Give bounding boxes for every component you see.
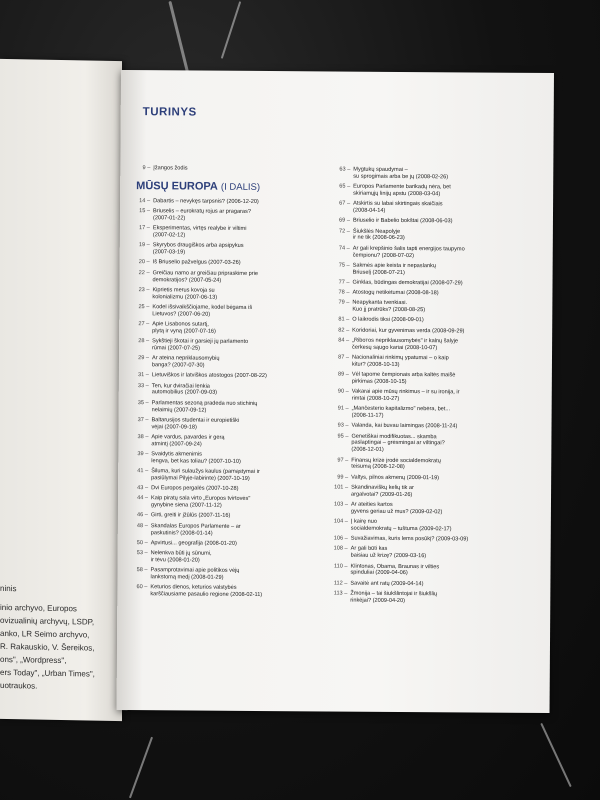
toc-page-number: 113 –: [333, 590, 348, 597]
toc-entry: [136, 242, 332, 257]
toc-entry: [335, 406, 540, 421]
toc-entry-title: Pasamprotavimai apie politikos vėjų lankstomą medį (2008-01-29): [150, 567, 240, 581]
toc-entry: [336, 218, 541, 226]
toc-page-number: 110 –: [333, 562, 348, 570]
left-page-text: ovizualinių archyvų, LSDP,: [0, 615, 95, 627]
toc-entry: [335, 389, 540, 404]
toc-entry-title: Nacionaliniai rinkimų ypatumai – o kaip kitur? (2008-10-13): [351, 354, 449, 368]
toc-page-number: 25 –: [138, 303, 150, 311]
toc-column-left: [133, 165, 332, 603]
toc-entry: [336, 201, 541, 216]
toc-page-number: 27 –: [138, 321, 150, 328]
toc-entry: [336, 184, 541, 199]
toc-entry-title: Neapykanta tvenkiasi. Kuo jį pratrūks? (2008-08-25): [352, 299, 426, 314]
toc-page-number: 99 –: [337, 474, 349, 481]
toc-entry-title: Ar ateities kartos gyvens geriau už mus? (2009-02-02): [350, 501, 443, 516]
toc-entry: [335, 279, 540, 287]
toc-page-number: 44 –: [137, 495, 149, 502]
toc-entry: [335, 354, 540, 369]
left-page-text: ninis: [0, 583, 17, 594]
toc-page-number: 15 –: [139, 208, 151, 215]
toc-entry: [334, 501, 539, 516]
toc-page-number: 101 –: [334, 484, 349, 491]
toc-entry-title: Šiluma, kuri sulaužys kaulus (pamąstymai ir pasiūlymai Pilyje-labirinte) (2007-10-19): [151, 468, 260, 482]
toc-page-number: 48 –: [136, 522, 148, 529]
left-page-text: inio archyvo, Europos: [0, 602, 77, 614]
toc-page-number: 77 –: [338, 279, 350, 286]
toc-entry: [134, 550, 330, 565]
toc-page-number: 41 –: [137, 468, 149, 475]
toc-page-number: 53 –: [136, 550, 148, 557]
toc-entry-title: Vėl tapome čempionais arba kaltės maišė pirkimas (2008-10-15): [351, 371, 456, 385]
left-page-text: R. Rakauskio, V. Šereikos,: [0, 641, 95, 653]
toc-page-number: 31 –: [137, 372, 149, 379]
toc-entry: [135, 383, 331, 398]
toc-entry-title: Atostogų netikėtumai (2008-08-18): [352, 289, 439, 297]
toc-page-number: 78 –: [338, 289, 350, 296]
toc-entry-title: Savaitė ant ratų (2009-04-14): [350, 580, 424, 587]
toc-page-number: 103 –: [333, 501, 348, 508]
toc-entry-title: Kodel išsivaikščiojame, kodel bėgama iš Lietuvos? (2007-06-20): [152, 304, 253, 318]
toc-entry: [135, 321, 331, 336]
toc-page-number: 91 –: [337, 405, 349, 412]
toc-entry: [334, 423, 539, 431]
toc-entry: [336, 228, 541, 243]
toc-entry-title: Ar ateina nepriklausomybių banga? (2007-07-30): [151, 355, 220, 369]
toc-entry: [134, 468, 330, 483]
toc-entry: [136, 198, 332, 206]
toc-page-number: 58 –: [136, 567, 148, 574]
toc-page-number: 50 –: [136, 539, 148, 546]
toc-page-number: 29 –: [138, 355, 150, 362]
toc-entry-title: Šiukšlės Neapolyje ir ne tik (2008-06-23): [352, 228, 405, 242]
toc-page-number: 89 –: [337, 371, 349, 378]
toc-page-number: 43 –: [137, 485, 149, 492]
toc-entry: [136, 225, 332, 240]
toc-entry: [134, 513, 330, 521]
toc-entry: [133, 584, 329, 599]
toc-entry: [335, 290, 540, 298]
toc-entry: [336, 245, 541, 260]
toc-entry-title: Skandinaviškų kelių tik ar argalvotai? (2009-01-26): [351, 484, 414, 498]
toc-entry: [135, 355, 331, 370]
toc-page-number: 95 –: [337, 433, 349, 440]
toc-page-number: 46 –: [136, 512, 148, 519]
toc-entry-title: Žmonija – tai šiukšlintojai ir šiukšlių rinkėjai? (2009-04-20): [350, 590, 438, 604]
toc-page-number: 84 –: [338, 337, 350, 344]
toc-entry-title: Baltarusijos studentai ir europietiški vėjai (2007-09-18): [151, 416, 240, 431]
toc-entry-title: Ar gali būti kas baisiau už krizę? (2009-03-16): [350, 546, 427, 560]
toc-entry-title: Ten, kur dviračiai lenkia automobilius (2007-09-03): [151, 382, 218, 397]
toc-entry: [333, 580, 538, 588]
toc-page-number: 63 –: [339, 166, 351, 173]
toc-entry-title: Apie vardus, pavardes ir gerą atmintį (2007-09-24): [151, 434, 225, 448]
toc-entry-title: Eksperimentas, virtęs realybe ir viltimi (2007-02-12): [152, 225, 247, 239]
toc-entry-title: Girti, greiti ir įžūlūs (2007-11-16): [150, 512, 231, 520]
toc-entry-title: Vakarai apie mūsų rinkimus – ir su ironija, ir rimtai (2008-10-27): [351, 388, 460, 402]
toc-entry-title: Valanda, kai buvau laimingas (2008-11-24): [351, 422, 458, 430]
toc-entry-title: Mygtukų spaudymai – su sprogimais arba be jų (2008-02-26): [353, 166, 449, 181]
toc-entry: [134, 523, 330, 538]
toc-entry-title: Įžangos žodis: [153, 165, 188, 172]
toc-entry-title: Valtys, pilnos akmenų (2009-01-19): [351, 474, 440, 481]
toc-entry-title: Apie Lisabonos sutartį, plytą ir vyną (2007-07-16): [152, 321, 216, 335]
toc-entry: [134, 451, 330, 466]
left-page-text: anko, LR Seimo archyvo,: [0, 628, 90, 640]
toc-column-right: [333, 167, 541, 609]
toc-entry: [334, 519, 539, 534]
toc-entry-title: Į kairę nuo socialdemokratų – tuštuma (2009-02-17): [350, 518, 452, 533]
left-page-text: ers Today", „Urban Times",: [0, 667, 95, 679]
toc-entry: [135, 287, 331, 302]
toc-entry: [134, 434, 330, 449]
marble-vein: [168, 1, 190, 79]
toc-page-number: 112 –: [333, 580, 348, 587]
toc-entry: [335, 337, 540, 352]
toc-page-number: 75 –: [338, 262, 350, 269]
toc-page-number: 106 –: [333, 535, 348, 542]
toc-entry: [134, 485, 330, 493]
toc-entry-title: Sakmės apie keista ir nepaslankų Briuselį (2008-07-21): [352, 262, 437, 276]
toc-entry: [334, 474, 539, 482]
toc-entry: [135, 338, 331, 353]
toc-entry: [335, 300, 540, 315]
toc-entry-title: Dabartis – nevykęs tarpsnis? (2006-12-20): [153, 198, 259, 205]
toc-page-number: 38 –: [137, 433, 149, 441]
toc-page-number: 82 –: [338, 327, 350, 334]
section-title: MŪSŲ EUROPA: [136, 180, 218, 193]
toc-entry-title: Skandalas Europos Parlamente – ar paskutinis? (2008-01-14): [150, 522, 241, 537]
toc-entry: [334, 546, 539, 561]
toc-entry: [335, 317, 540, 325]
toc-entry: [134, 495, 330, 510]
toc-entry-title: Lietuviškos ir latviškos atostogos (2007-08-22): [151, 372, 267, 380]
toc-entry: [136, 165, 332, 173]
section-subtitle: (I DALIS): [220, 181, 261, 193]
toc-entry-title: Sykštieji škotai ir garsieji jų parlamento rūmai (2007-07-25): [152, 338, 249, 352]
toc-entry: [334, 536, 539, 544]
toc-entry: [334, 484, 539, 499]
toc-entry: [134, 417, 330, 432]
toc-page-number: 65 –: [339, 183, 351, 190]
toc-entry-title: Kaip piratų sala virto „Europos tvirtovės" gynybine siena (2007-11-12): [150, 495, 251, 509]
toc-page-number: 97 –: [337, 457, 349, 464]
toc-page-number: 74 –: [338, 245, 350, 252]
toc-entry-title: Koridoriai, kur gyvenimas verda (2008-09-29): [352, 327, 465, 334]
toc-page-number: 37 –: [137, 416, 149, 423]
toc-list-left: [133, 198, 332, 599]
contents-page: [117, 70, 554, 713]
toc-entry: [136, 270, 332, 285]
toc-page-number: 23 –: [138, 286, 150, 293]
toc-page-number: 17 –: [138, 225, 150, 232]
toc-page-number: 19 –: [138, 242, 150, 249]
toc-entry: [334, 433, 539, 455]
toc-page-number: 14 –: [139, 198, 151, 205]
toc-entry: [134, 540, 330, 548]
toc-page-number: 79 –: [338, 299, 350, 306]
toc-page-number: 87 –: [338, 354, 350, 361]
toc-page-number: 90 –: [337, 388, 349, 395]
section-heading: [136, 180, 332, 193]
toc-entry: [333, 590, 538, 605]
toc-entry-title: Keturios dienos, keturios valstybės karščiausiame pasaulio regione (2008-02-11): [150, 584, 263, 599]
left-page: [0, 59, 122, 721]
toc-entry-title: Nelenkva būti jų sūnumi, ir tėvu (2008-01-20): [150, 550, 212, 564]
toc-entry-title: Atskirtis su labai skirtingais skaičiais (2008-04-14): [353, 200, 443, 214]
left-page-text: uotraukos.: [0, 680, 38, 691]
toc-entry-title: „Mančesterio kapitalizmo" nebėra, bet... (2008-11-17): [351, 405, 451, 419]
toc-page-number: 20 –: [138, 259, 150, 266]
toc-entry-title: Kiprietis merus kovoja su kolonializmu (2007-06-13): [152, 286, 218, 301]
toc-entry-title: Skyrybos draugiškos arba apsipykus (2007-03-19): [152, 242, 244, 256]
toc-list-right: [333, 167, 541, 606]
toc-entry: [333, 563, 538, 578]
marble-vein: [129, 737, 153, 799]
toc-page-number: 104 –: [333, 518, 348, 525]
toc-page-number: 9 –: [142, 165, 151, 172]
toc-entry-title: Suvažiavimas, kuris lems posūkį? (2009-03-09): [350, 535, 469, 543]
toc-page-number: 67 –: [339, 200, 351, 207]
toc-entry-title: Greičiau namo ar greičiau pripraskime prie demokratijos? (2007-05-24): [152, 269, 259, 284]
toc-entry-title: Finansų krizė įrodė socialdemokratų teisumą (2008-12-08): [351, 457, 441, 471]
marble-vein: [540, 723, 571, 787]
page-title: TURINYS: [142, 106, 197, 119]
toc-entry: [135, 304, 331, 319]
toc-entry-title: Genetiškai modifikuotas... skamba paslaptingai – grėsmingai ar viltingai? (2008-12-01): [351, 433, 445, 454]
marble-vein: [221, 1, 241, 59]
toc-page-number: 22 –: [138, 269, 150, 276]
toc-entry: [136, 260, 332, 268]
toc-page-number: 72 –: [338, 228, 350, 235]
toc-page-number: 35 –: [137, 399, 149, 406]
toc-entry-title: Europos Parlamente barikadų nėra, bet skiriamųjų linijų apstu (2008-03-04): [353, 183, 451, 198]
toc-entry-title: „Riboтos nepriklausomybės" ir kalnų šalyje čerkesų sąugo kariai (2008-10-07): [352, 337, 459, 351]
toc-entry-title: Klintonas, Obama, Braunas ir vilties spinduliai (2009-04-06): [350, 563, 440, 577]
toc-entry-title: Svaidytis akmenimis lengva, bet kas toliau? (2007-10-10): [151, 451, 241, 465]
toc-entry: [336, 262, 541, 277]
toc-entry-title: Briuselio ir Babelio bokštai (2008-06-03): [352, 217, 453, 225]
toc-entry: [136, 208, 332, 223]
toc-page-number: 60 –: [136, 584, 148, 591]
toc-page-number: 28 –: [138, 338, 150, 345]
left-page-text: ons", „Wordpress",: [0, 654, 67, 666]
toc-entry: [336, 167, 541, 182]
toc-entry: [133, 567, 329, 582]
toc-entry-title: Apvirtusi... geografija (2008-01-20): [150, 540, 237, 547]
toc-entry: [335, 327, 540, 335]
toc-entry: [135, 372, 331, 380]
toc-entry: [334, 457, 539, 472]
toc-page-number: 108 –: [333, 545, 348, 552]
toc-entry-title: Ginklas, būdingas demokratijai (2008-07-29): [352, 279, 463, 287]
toc-entry-title: O laikrodis tiksi (2008-09-01): [352, 316, 424, 324]
toc-entry-title: Dvi Europos pergalės (2007-10-28): [151, 485, 239, 492]
toc-page-number: 39 –: [137, 451, 149, 458]
toc-entry-title: Briuselis – eurokratų rojus ar pragaras? (2007-01-22): [152, 208, 251, 222]
toc-entry-title: Ar gali krepšinio šalis tapti energijos taupymo čempionu? (2008-07-02): [352, 245, 465, 259]
toc-entry-title: Iš Briuselio pažvelgus (2007-03-26): [152, 259, 241, 267]
toc-page-number: 93 –: [337, 422, 349, 429]
toc-entry-title: Parlamentas sezoną pradeda nuo stichinių nelaimių (2007-09-12): [151, 399, 258, 414]
toc-entry: [135, 400, 331, 415]
toc-page-number: 69 –: [339, 217, 350, 224]
toc-page-number: 33 –: [137, 382, 149, 389]
toc-entry: [335, 372, 540, 387]
toc-page-number: 81 –: [338, 316, 350, 323]
